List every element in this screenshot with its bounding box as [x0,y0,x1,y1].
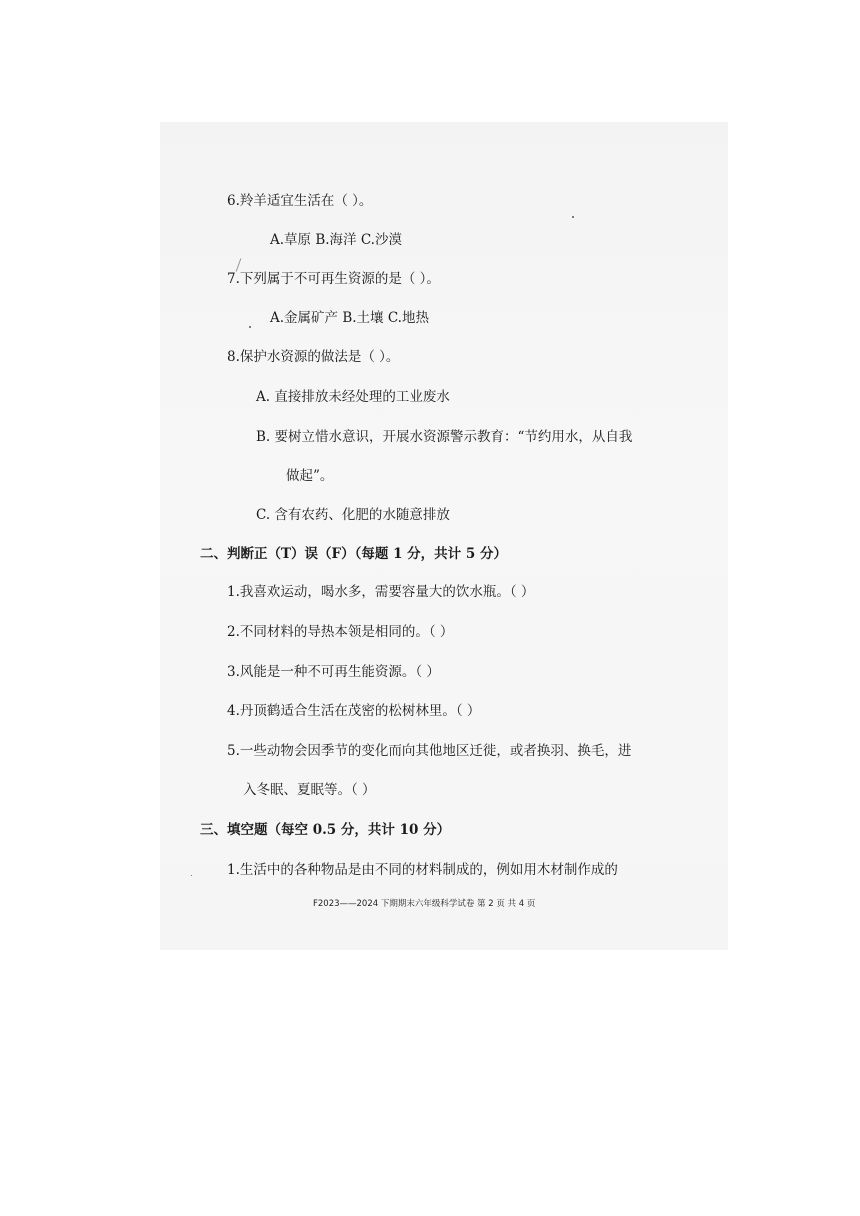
question-7-options: A.金属矿产 B.土壤 C.地热 [270,310,429,326]
question-8-option-b-line1: B. 要树立惜水意识，开展水资源警示教育：“节约用水，从自我 [256,429,633,445]
section-2-item-4: 4.丹顶鹤适合生活在茂密的松树林里。（ ） [227,703,481,719]
question-8-option-c: C. 含有农药、化肥的水随意排放 [256,507,450,523]
page-footer: F2023——2024 下期期末六年级科学试卷 第 2 页 共 4 页 [313,899,536,909]
question-6-options: A.草原 B.海洋 C.沙漠 [270,232,402,248]
section-3-item-1: 1.生活中的各种物品是由不同的材料制成的，例如用木材制作成的 [227,862,618,878]
section-2-item-1: 1.我喜欢运动，喝水多，需要容量大的饮水瓶。（ ） [227,584,535,600]
section-2-item-3: 3.风能是一种不可再生能资源。（ ） [227,664,440,680]
section-2-item-5-line1: 5.一些动物会因季节的变化而向其他地区迁徙，或者换羽、换毛，进 [227,743,632,759]
question-8-stem: 8.保护水资源的做法是（ ）。 [227,349,400,365]
section-3-title: 三、填空题（每空 0.5 分，共计 10 分） [200,822,451,838]
question-6-stem: 6.羚羊适宜生活在（ ）。 [227,193,373,209]
scan-speck [572,216,574,218]
section-2-title: 二、判断正（T）误（F）（每题 1 分，共计 5 分） [200,546,507,562]
scan-speck [191,875,192,876]
question-8-option-a: A. 直接排放未经处理的工业废水 [256,389,450,405]
question-8-option-b-line2: 做起”。 [286,468,334,484]
section-2-item-2: 2.不同材料的导热本领是相同的。（ ） [227,624,454,640]
section-2-item-5-line2: 入冬眠、夏眠等。（ ） [243,782,376,798]
scan-speck [249,326,251,328]
question-7-stem: 7.下列属于不可再生资源的是（ ）。 [227,271,440,287]
